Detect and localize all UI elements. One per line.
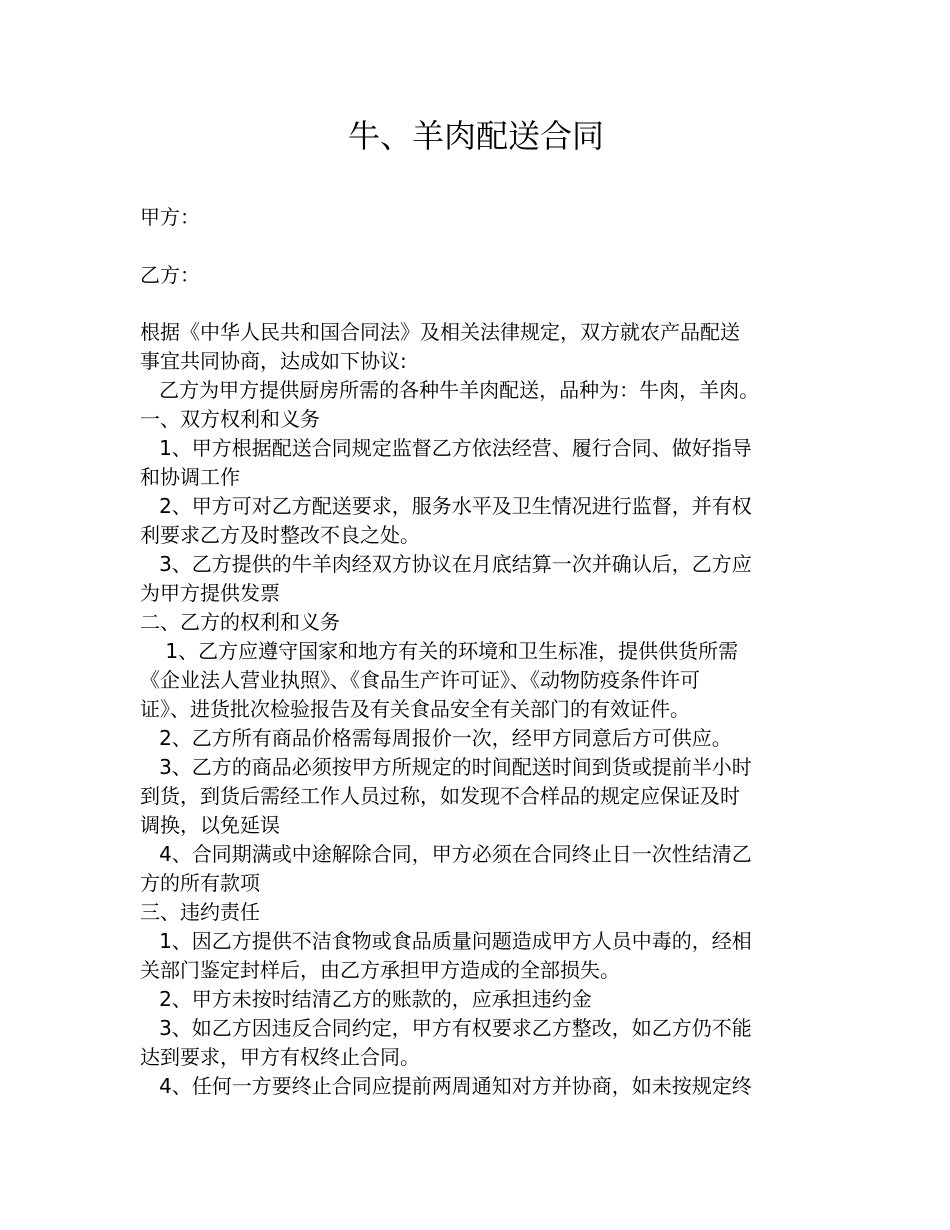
contract-line: 4、合同期满或中途解除合同，甲方必须在合同终止日一次性结清乙	[140, 842, 752, 866]
contract-line: 1、甲方根据配送合同规定监督乙方依法经营、履行合同、做好指导	[140, 436, 752, 460]
contract-line: 三、违约责任	[140, 900, 260, 924]
contract-line: 调换，以免延误	[140, 813, 280, 837]
contract-line: 达到要求，甲方有权终止合同。	[140, 1045, 420, 1069]
contract-line: 方的所有款项	[140, 871, 260, 895]
contract-line: 关部门鉴定封样后，由乙方承担甲方造成的全部损失。	[140, 958, 620, 982]
contract-line: 证》、进货批次检验报告及有关食品安全有关部门的有效证件。	[140, 697, 690, 721]
contract-line: 根据《中华人民共和国合同法》及相关法律规定，双方就农产品配送	[140, 320, 740, 344]
contract-line: 事宜共同协商，达成如下协议:	[140, 349, 407, 373]
contract-line: 3、乙方的商品必须按甲方所规定的时间配送时间到货或提前半小时	[140, 755, 752, 779]
contract-line: 一、双方权利和义务	[140, 407, 320, 431]
contract-line: 1、乙方应遵守国家和地方有关的环境和卫生标准，提供供货所需	[140, 639, 739, 663]
contract-line: 二、乙方的权利和义务	[140, 610, 340, 634]
contract-line: 乙方为甲方提供厨房所需的各种牛羊肉配送，品种为：牛肉，羊肉。	[140, 378, 760, 402]
contract-line: 2、甲方未按时结清乙方的账款的，应承担违约金	[140, 987, 592, 1011]
contract-body	[140, 318, 812, 1101]
contract-line: 2、甲方可对乙方配送要求，服务水平及卫生情况进行监督，并有权	[140, 494, 752, 518]
contract-line: 2、乙方所有商品价格需每周报价一次，经甲方同意后方可供应。	[140, 726, 732, 750]
document-title: 牛、羊肉配送合同	[347, 117, 604, 155]
party-b-label: 乙方：	[140, 263, 200, 287]
party-a-label: 甲方：	[140, 205, 200, 229]
contract-line: 《企业法人营业执照》、《食品生产许可证》、《动物防疫条件许可	[140, 668, 700, 692]
contract-line: 4、任何一方要终止合同应提前两周通知对方并协商，如未按规定终	[140, 1074, 752, 1098]
contract-line: 为甲方提供发票	[140, 581, 280, 605]
contract-line: 1、因乙方提供不洁食物或食品质量问题造成甲方人员中毒的，经相	[140, 929, 752, 953]
contract-line: 到货，到货后需经工作人员过称，如发现不合样品的规定应保证及时	[140, 784, 740, 808]
contract-line: 3、如乙方因违反合同约定，甲方有权要求乙方整改，如乙方仍不能	[140, 1016, 752, 1040]
contract-line: 和协调工作	[140, 465, 240, 489]
contract-line: 3、乙方提供的牛羊肉经双方协议在月底结算一次并确认后，乙方应	[140, 552, 752, 576]
contract-line: 利要求乙方及时整改不良之处。	[140, 523, 420, 547]
